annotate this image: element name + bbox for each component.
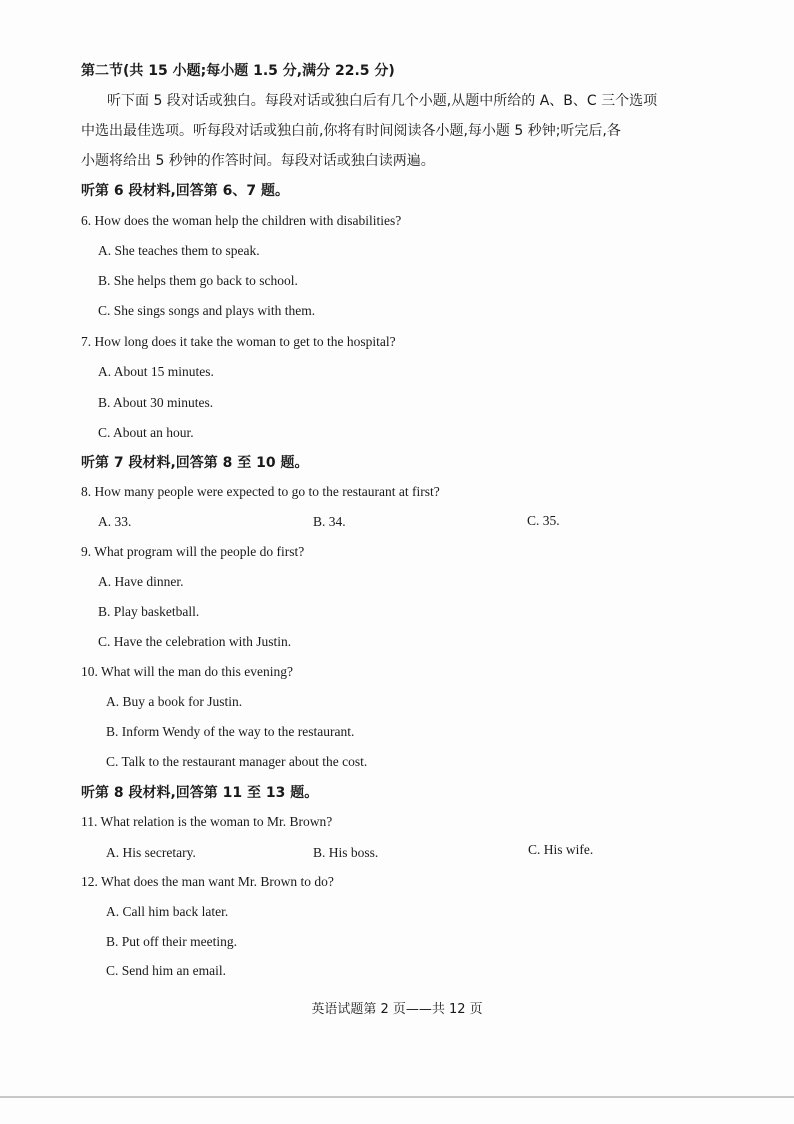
option-c: C. She sings songs and plays with them. <box>98 303 316 318</box>
option-a: A. She teaches them to speak. <box>98 243 260 258</box>
group-heading: 听第 8 段材料,回答第 11 至 13 题。 <box>81 785 319 801</box>
option-c: C. His wife. <box>528 842 594 857</box>
page-footer: 英语试题第 2 页——共 12 页 <box>311 1002 483 1017</box>
option-c: C. Have the celebration with Justin. <box>98 634 292 649</box>
question-stem: 8. How many people were expected to go to the restaurant at first? <box>81 484 440 499</box>
option-c: C. 35. <box>527 513 560 528</box>
option-a: A. Have dinner. <box>98 574 184 589</box>
option-b: B. Inform Wendy of the way to the restaurant. <box>106 724 355 739</box>
intro-line-1: 听下面 5 段对话或独白。每段对话或独白后有几个小题,从题中所给的 A、B、C 三个选项 <box>107 93 658 109</box>
option-b: B. 34. <box>313 514 346 529</box>
option-a: A. Buy a book for Justin. <box>106 694 243 709</box>
question-stem: 12. What does the man want Mr. Brown to do? <box>81 874 334 889</box>
option-c: C. Talk to the restaurant manager about the cost. <box>106 754 368 769</box>
group-heading: 听第 7 段材料,回答第 8 至 10 题。 <box>81 455 309 471</box>
option-a: A. Call him back later. <box>106 904 229 919</box>
option-b: B. Play basketball. <box>98 604 200 619</box>
option-c: C. Send him an email. <box>106 963 226 978</box>
question-stem: 10. What will the man do this evening? <box>81 664 293 679</box>
question-stem: 6. How does the woman help the children with disabilities? <box>81 213 402 228</box>
option-b: B. About 30 minutes. <box>98 395 214 410</box>
group-heading: 听第 6 段材料,回答第 6、7 题。 <box>81 183 290 199</box>
option-b: B. She helps them go back to school. <box>98 273 298 288</box>
option-a: A. 33. <box>98 514 132 529</box>
bottom-divider <box>0 1096 794 1098</box>
section-title: 第二节(共 15 小题;每小题 1.5 分,满分 22.5 分) <box>81 63 395 79</box>
question-stem: 7. How long does it take the woman to get to the hospital? <box>81 334 396 349</box>
option-c: C. About an hour. <box>98 425 194 440</box>
option-a: A. About 15 minutes. <box>98 364 214 379</box>
question-stem: 11. What relation is the woman to Mr. Brown? <box>81 814 333 829</box>
question-stem: 9. What program will the people do first? <box>81 544 305 559</box>
option-b: B. His boss. <box>313 845 379 860</box>
option-b: B. Put off their meeting. <box>106 934 237 949</box>
intro-line-2: 中选出最佳选项。听每段对话或独白前,你将有时间阅读各小题,每小题 5 秒钟;听完后,各 <box>81 123 621 139</box>
intro-line-3: 小题将给出 5 秒钟的作答时间。每段对话或独白读两遍。 <box>81 153 435 169</box>
option-a: A. His secretary. <box>106 845 196 860</box>
